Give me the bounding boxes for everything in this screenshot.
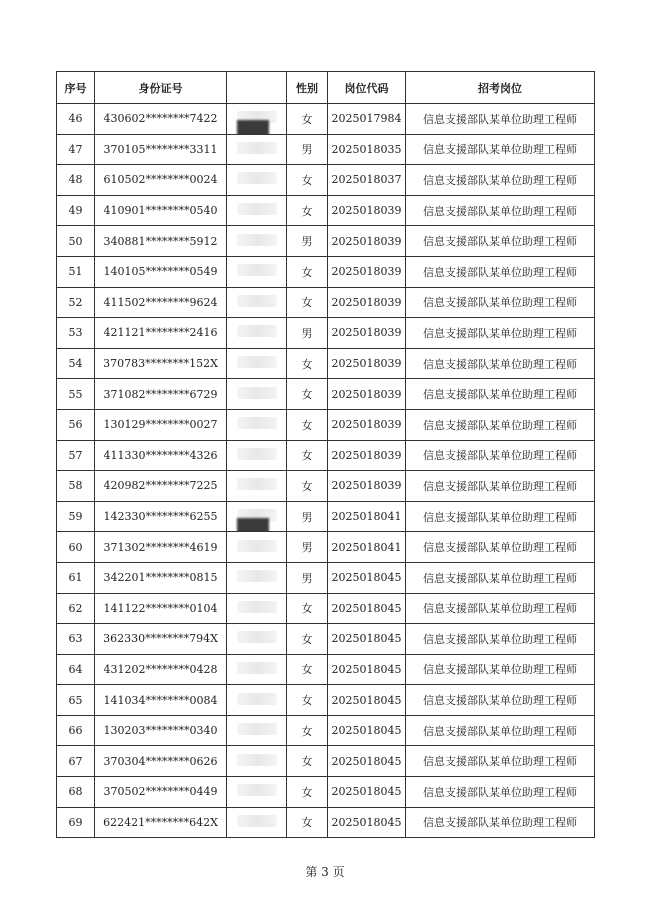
serial-no-cell: 53	[57, 318, 95, 349]
gender-cell: 女	[287, 256, 328, 287]
serial-no-cell: 68	[57, 777, 95, 808]
table-row	[57, 287, 595, 318]
gender-cell: 女	[287, 165, 328, 196]
serial-no-cell: 60	[57, 532, 95, 563]
serial-no-cell: 62	[57, 593, 95, 624]
id-number-cell: 342201********0815	[95, 562, 227, 593]
table-row	[57, 624, 595, 655]
header-name-redacted	[227, 72, 287, 104]
header-serial-no: 序号	[57, 72, 95, 104]
name-cell	[227, 685, 287, 716]
redacted-name	[237, 448, 277, 460]
redacted-name	[237, 325, 277, 337]
name-cell	[227, 165, 287, 196]
serial-no-cell: 69	[57, 807, 95, 838]
position-code-cell: 2025018041	[328, 532, 406, 563]
serial-no-cell: 52	[57, 287, 95, 318]
id-number-cell: 130203********0340	[95, 715, 227, 746]
name-cell	[227, 562, 287, 593]
name-cell	[227, 471, 287, 502]
id-number-cell: 410901********0540	[95, 195, 227, 226]
position-code-cell: 2025018045	[328, 685, 406, 716]
gender-cell: 女	[287, 685, 328, 716]
name-cell	[227, 715, 287, 746]
name-cell	[227, 532, 287, 563]
position-title-cell: 信息支援部队某单位助理工程师	[406, 348, 595, 379]
page-number: 第 3 页	[305, 865, 345, 879]
header-position-title: 招考岗位	[406, 72, 595, 104]
candidate-table	[56, 71, 595, 838]
serial-no-cell: 59	[57, 501, 95, 532]
position-code-cell: 2025018045	[328, 654, 406, 685]
name-cell	[227, 746, 287, 777]
table-row	[57, 532, 595, 563]
gender-cell: 女	[287, 287, 328, 318]
table-row	[57, 165, 595, 196]
position-code-cell: 2025017984	[328, 104, 406, 135]
position-title-cell: 信息支援部队某单位助理工程师	[406, 165, 595, 196]
gender-cell: 女	[287, 104, 328, 135]
table-row	[57, 654, 595, 685]
id-number-cell: 610502********0024	[95, 165, 227, 196]
gender-cell: 男	[287, 562, 328, 593]
position-code-cell: 2025018037	[328, 165, 406, 196]
gender-cell: 女	[287, 379, 328, 410]
redacted-name	[237, 540, 277, 552]
serial-no-cell: 56	[57, 409, 95, 440]
name-cell	[227, 409, 287, 440]
gender-cell: 男	[287, 501, 328, 532]
table-row	[57, 409, 595, 440]
position-title-cell: 信息支援部队某单位助理工程师	[406, 715, 595, 746]
position-code-cell: 2025018045	[328, 715, 406, 746]
position-title-cell: 信息支援部队某单位助理工程师	[406, 562, 595, 593]
header-gender: 性别	[287, 72, 328, 104]
position-title-cell: 信息支援部队某单位助理工程师	[406, 440, 595, 471]
serial-no-cell: 49	[57, 195, 95, 226]
position-code-cell: 2025018041	[328, 501, 406, 532]
name-cell	[227, 104, 287, 135]
name-cell	[227, 777, 287, 808]
redacted-name	[237, 417, 277, 429]
id-number-cell: 141034********0084	[95, 685, 227, 716]
position-code-cell: 2025018045	[328, 746, 406, 777]
redacted-name	[237, 172, 277, 184]
position-title-cell: 信息支援部队某单位助理工程师	[406, 287, 595, 318]
serial-no-cell: 47	[57, 134, 95, 165]
table-row	[57, 195, 595, 226]
position-title-cell: 信息支援部队某单位助理工程师	[406, 593, 595, 624]
position-title-cell: 信息支援部队某单位助理工程师	[406, 104, 595, 135]
table-row	[57, 318, 595, 349]
id-number-cell: 362330********794X	[95, 624, 227, 655]
gender-cell: 女	[287, 777, 328, 808]
serial-no-cell: 50	[57, 226, 95, 257]
header-position-code: 岗位代码	[328, 72, 406, 104]
position-title-cell: 信息支援部队某单位助理工程师	[406, 226, 595, 257]
serial-no-cell: 61	[57, 562, 95, 593]
serial-no-cell: 51	[57, 256, 95, 287]
redacted-name	[237, 662, 277, 674]
redacted-name	[237, 693, 277, 705]
table-row	[57, 134, 595, 165]
position-code-cell: 2025018039	[328, 226, 406, 257]
id-number-cell: 370304********0626	[95, 746, 227, 777]
id-number-cell: 130129********0027	[95, 409, 227, 440]
name-cell	[227, 654, 287, 685]
position-title-cell: 信息支援部队某单位助理工程师	[406, 746, 595, 777]
position-code-cell: 2025018039	[328, 409, 406, 440]
position-title-cell: 信息支援部队某单位助理工程师	[406, 501, 595, 532]
gender-cell: 女	[287, 654, 328, 685]
redacted-name	[237, 723, 277, 735]
serial-no-cell: 63	[57, 624, 95, 655]
id-number-cell: 411330********4326	[95, 440, 227, 471]
position-code-cell: 2025018039	[328, 471, 406, 502]
position-code-cell: 2025018039	[328, 348, 406, 379]
name-cell	[227, 226, 287, 257]
position-code-cell: 2025018039	[328, 256, 406, 287]
position-title-cell: 信息支援部队某单位助理工程师	[406, 807, 595, 838]
position-code-cell: 2025018045	[328, 807, 406, 838]
position-title-cell: 信息支援部队某单位助理工程师	[406, 256, 595, 287]
redacted-name	[237, 784, 277, 796]
gender-cell: 女	[287, 715, 328, 746]
serial-no-cell: 64	[57, 654, 95, 685]
name-cell	[227, 287, 287, 318]
id-number-cell: 140105********0549	[95, 256, 227, 287]
position-title-cell: 信息支援部队某单位助理工程师	[406, 471, 595, 502]
redacted-name	[237, 234, 277, 246]
name-cell	[227, 134, 287, 165]
table-row	[57, 746, 595, 777]
position-code-cell: 2025018045	[328, 562, 406, 593]
position-title-cell: 信息支援部队某单位助理工程师	[406, 654, 595, 685]
name-cell	[227, 318, 287, 349]
redacted-name	[237, 754, 277, 766]
redacted-name	[237, 478, 277, 490]
serial-no-cell: 65	[57, 685, 95, 716]
table-row	[57, 226, 595, 257]
redacted-name	[237, 295, 277, 307]
table-row	[57, 593, 595, 624]
table-row	[57, 256, 595, 287]
name-cell	[227, 593, 287, 624]
gender-cell: 男	[287, 226, 328, 257]
header-id-number: 身份证号	[95, 72, 227, 104]
name-cell	[227, 195, 287, 226]
gender-cell: 女	[287, 624, 328, 655]
position-title-cell: 信息支援部队某单位助理工程师	[406, 379, 595, 410]
id-number-cell: 142330********6255	[95, 501, 227, 532]
serial-no-cell: 58	[57, 471, 95, 502]
id-number-cell: 622421********642X	[95, 807, 227, 838]
position-code-cell: 2025018045	[328, 624, 406, 655]
redacted-name	[237, 601, 277, 613]
id-number-cell: 371082********6729	[95, 379, 227, 410]
id-number-cell: 431202********0428	[95, 654, 227, 685]
id-number-cell: 411502********9624	[95, 287, 227, 318]
name-cell	[227, 807, 287, 838]
serial-no-cell: 66	[57, 715, 95, 746]
id-number-cell: 420982********7225	[95, 471, 227, 502]
position-code-cell: 2025018039	[328, 379, 406, 410]
table-row	[57, 379, 595, 410]
position-title-cell: 信息支援部队某单位助理工程师	[406, 134, 595, 165]
gender-cell: 男	[287, 532, 328, 563]
redacted-name	[237, 356, 277, 368]
gender-cell: 女	[287, 471, 328, 502]
name-cell	[227, 501, 287, 532]
position-title-cell: 信息支援部队某单位助理工程师	[406, 624, 595, 655]
redacted-name	[237, 203, 277, 215]
position-code-cell: 2025018045	[328, 593, 406, 624]
table-row	[57, 501, 595, 532]
position-title-cell: 信息支援部队某单位助理工程师	[406, 195, 595, 226]
table-row	[57, 777, 595, 808]
position-code-cell: 2025018039	[328, 195, 406, 226]
position-title-cell: 信息支援部队某单位助理工程师	[406, 318, 595, 349]
table-row	[57, 104, 595, 135]
serial-no-cell: 48	[57, 165, 95, 196]
position-title-cell: 信息支援部队某单位助理工程师	[406, 777, 595, 808]
gender-cell: 女	[287, 593, 328, 624]
id-number-cell: 370105********3311	[95, 134, 227, 165]
redacted-name	[237, 570, 277, 582]
id-number-cell: 370783********152X	[95, 348, 227, 379]
gender-cell: 女	[287, 409, 328, 440]
table-row	[57, 440, 595, 471]
redacted-name	[237, 815, 277, 827]
position-code-cell: 2025018035	[328, 134, 406, 165]
redaction-block	[237, 120, 269, 134]
serial-no-cell: 54	[57, 348, 95, 379]
redacted-name	[237, 387, 277, 399]
position-title-cell: 信息支援部队某单位助理工程师	[406, 409, 595, 440]
id-number-cell: 430602********7422	[95, 104, 227, 135]
position-code-cell: 2025018039	[328, 318, 406, 349]
gender-cell: 女	[287, 195, 328, 226]
serial-no-cell: 67	[57, 746, 95, 777]
name-cell	[227, 379, 287, 410]
position-code-cell: 2025018039	[328, 287, 406, 318]
redacted-name	[237, 264, 277, 276]
name-cell	[227, 256, 287, 287]
position-title-cell: 信息支援部队某单位助理工程师	[406, 685, 595, 716]
redacted-name	[237, 631, 277, 643]
name-cell	[227, 624, 287, 655]
gender-cell: 女	[287, 746, 328, 777]
gender-cell: 男	[287, 134, 328, 165]
gender-cell: 女	[287, 807, 328, 838]
gender-cell: 女	[287, 348, 328, 379]
position-code-cell: 2025018045	[328, 777, 406, 808]
table-row	[57, 348, 595, 379]
name-cell	[227, 348, 287, 379]
id-number-cell: 340881********5912	[95, 226, 227, 257]
serial-no-cell: 57	[57, 440, 95, 471]
table-row	[57, 685, 595, 716]
serial-no-cell: 55	[57, 379, 95, 410]
id-number-cell: 370502********0449	[95, 777, 227, 808]
position-title-cell: 信息支援部队某单位助理工程师	[406, 532, 595, 563]
gender-cell: 女	[287, 440, 328, 471]
table-header-row	[57, 72, 595, 104]
id-number-cell: 421121********2416	[95, 318, 227, 349]
id-number-cell: 141122********0104	[95, 593, 227, 624]
serial-no-cell: 46	[57, 104, 95, 135]
position-code-cell: 2025018039	[328, 440, 406, 471]
id-number-cell: 371302********4619	[95, 532, 227, 563]
table-row	[57, 471, 595, 502]
redacted-name	[237, 142, 277, 154]
table-row	[57, 562, 595, 593]
table-row	[57, 715, 595, 746]
name-cell	[227, 440, 287, 471]
table-row	[57, 807, 595, 838]
redaction-block	[237, 518, 269, 532]
gender-cell: 男	[287, 318, 328, 349]
